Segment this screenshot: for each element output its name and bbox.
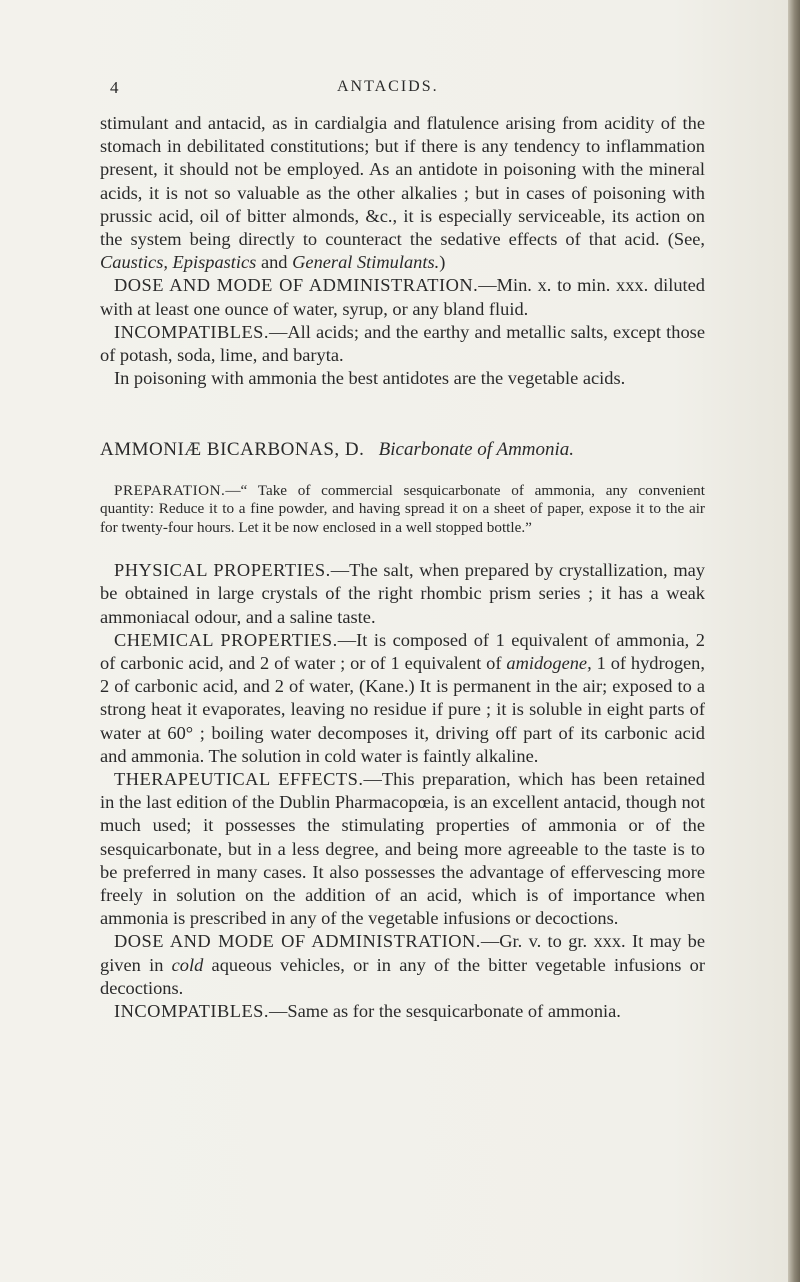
preparation-paragraph	[100, 482, 705, 538]
see-ref-last: General Stimulants.	[292, 252, 440, 273]
see-refs: Caustics, Epispastics	[100, 252, 257, 273]
incompatibles-paragraph-2	[100, 1000, 705, 1023]
incompatibles-paragraph-1	[100, 321, 705, 367]
preparation-label: PREPARATION.	[114, 481, 226, 499]
physical-properties-text: —The salt, when prepared by crystallization, may be obtained in large crystals of the right rhombic prism series ; it has a weak ammoniacal odour, and a saline taste.	[100, 560, 705, 627]
entry-latin-name: AMMONIÆ BICARBONAS, D.	[100, 439, 365, 461]
dose-paragraph-1	[100, 274, 705, 320]
physical-properties-label: PHYSICAL PROPERTIES.	[114, 560, 331, 581]
therapeutic-effects-paragraph	[100, 768, 705, 930]
antidote-paragraph: In poisoning with ammonia the best antidotes are the vegetable acids.	[114, 368, 626, 389]
incompatibles-label-1: INCOMPATIBLES.	[114, 321, 270, 342]
dose-text-1: —Min. x. to min. xxx. diluted with at least one ounce of water, syrup, or any bland fluid.	[100, 275, 705, 319]
chemical-properties-label: CHEMICAL PROPERTIES.	[114, 629, 338, 650]
chemical-properties-paragraph	[100, 629, 705, 768]
therapeutic-effects-text: —This preparation, which has been retained in the last edition of the Dublin Pharmacopœia, is an excellent antacid, though not much used; it possesses the stimulating properties of ammonia or of the sesquicarbonate, but in a less degree, and being more agreeable to the taste is to be preferred in many cases. It also possesses the advantage of effervescing more freely in solution on the addition of an acid, which is of importance when ammonia is prescribed in any of the vegetable infusions or decoctions.	[100, 768, 705, 929]
preparation-text: —“ Take of commercial sesquicarbonate of ammonia, any convenient quantity: Reduce it to a fine powder, and having spread it on a sheet of paper, expose it to the air for twenty-four hours. Let it be now enclosed in a well stopped bottle.”	[100, 481, 705, 536]
chemical-term: amidogene,	[506, 652, 592, 673]
dose-text-2b: aqueous vehicles, or in any of the bitter vegetable infusions or decoctions.	[100, 954, 705, 998]
continuation-paragraph	[100, 112, 705, 274]
body-text	[100, 112, 705, 1023]
running-head: ANTACIDS.	[337, 78, 439, 95]
chemical-text-a: —It is composed of 1 equivalent of ammonia, 2 of carbonic acid, and 2 of water ; or of 1 equivalent of	[100, 629, 705, 673]
page-number: 4	[110, 78, 119, 97]
entry-english-name: Bicarbonate of Ammonia.	[378, 439, 575, 461]
dose-label-2: DOSE AND MODE OF ADMINISTRATION.	[114, 931, 481, 952]
continuation-text: stimulant and antacid, as in cardialgia and flatulence arising from acidity of the stomach in debilitated constitutions; but if there is any tendency to inflammation present, it should not be employed. As an antidote in poisoning with the mineral acids, it is not so valuable as the other alkalies ; but in cases of poisoning with prussic acid, oil of bitter almonds, &c., it is especially serviceable, its action on the system being directly to counteract the sedative effects of that acid. (See,	[100, 113, 705, 250]
see-close: )	[439, 252, 446, 273]
dose-text-2a: —Gr. v. to gr. xxx. It may be given in	[100, 931, 705, 975]
chemical-text-b: 1 of hydrogen, 2 of carbonic acid, and 2 of water, (Kane.) It is permanent in the air; exposed to a strong heat it evaporates, leaving no residue if pure ; it is soluble in eight parts of water at 60° ; boiling water decomposes it, driving off part of its carbonic acid and ammonia. The solution in cold water is faintly alkaline.	[100, 652, 705, 766]
dose-term: cold	[171, 954, 204, 975]
incompatibles-text-2: —Same as for the sesquicarbonate of ammonia.	[269, 1001, 621, 1021]
incompatibles-label-2: INCOMPATIBLES.	[114, 1001, 270, 1021]
see-and: and	[260, 252, 288, 273]
page-header	[0, 78, 790, 102]
therapeutic-effects-label: THERAPEUTICAL EFFECTS.	[114, 768, 364, 789]
dose-paragraph-2	[100, 930, 705, 1000]
entry-heading	[100, 438, 705, 461]
incompatibles-text-1: —All acids; and the earthy and metallic salts, except those of potash, soda, lime, and baryta.	[100, 321, 705, 366]
physical-properties-paragraph	[100, 559, 705, 629]
page-edge-shadow	[788, 0, 800, 1282]
dose-label-1: DOSE AND MODE OF ADMINISTRATION.	[114, 275, 479, 296]
